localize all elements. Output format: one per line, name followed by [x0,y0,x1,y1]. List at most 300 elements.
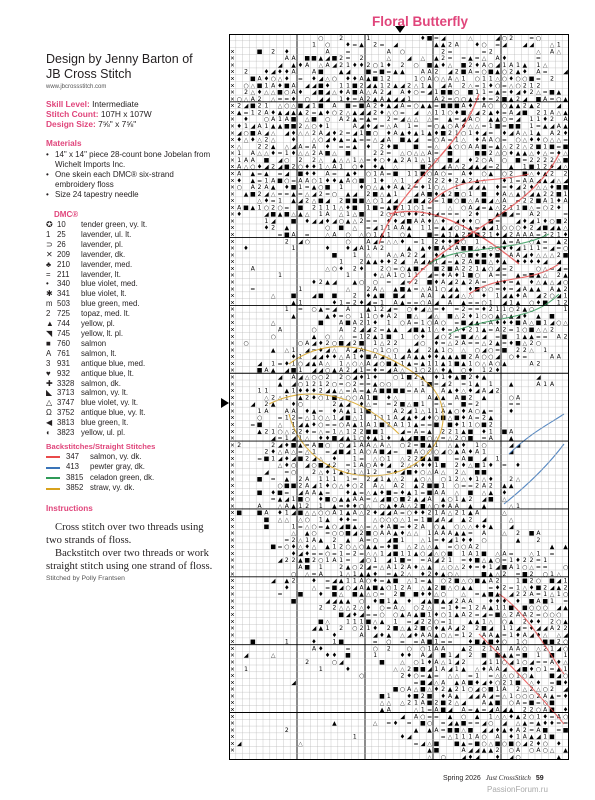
chart-stitch-symbol: 1 [393,190,398,198]
chart-stitch-symbol: ◢ [481,679,487,687]
chart-edge-marker: ✕ [230,632,235,639]
chart-edge-marker: ✕ [230,741,235,748]
chart-edge-marker: ✕ [230,313,235,320]
chart-stitch-symbol: ◢ [434,333,439,341]
chart-stitch-symbol: 2 [461,564,466,572]
chart-stitch-symbol: = [359,550,365,558]
chart-stitch-symbol: ■ [283,82,290,90]
chart-stitch-symbol: 1 [284,509,289,517]
dmc-number: 761 [57,348,71,358]
chart-stitch-symbol: = [535,699,541,707]
chart-stitch-symbol: ○ [562,645,569,653]
chart-stitch-symbol: 1 [441,482,446,490]
chart-stitch-symbol: A [549,285,555,293]
backstitch-row [46,483,216,494]
chart-stitch-symbol: = [549,150,555,158]
chart-stitch-symbol: ♦ [304,428,310,436]
chart-stitch-symbol: ◢ [270,435,276,443]
chart-stitch-symbol: ◢ [447,720,453,728]
chart-stitch-symbol: ▲ [495,211,500,219]
chart-edge-marker: ✕ [230,456,235,463]
chart-stitch-symbol: 2 [441,177,446,185]
chart-stitch-symbol: △ [481,489,487,497]
chart-stitch-symbol: 2 [550,618,554,626]
chart-stitch-symbol: 2 [550,170,554,178]
chart-stitch-symbol: ◢ [468,747,473,755]
chart-stitch-symbol: ▲ [400,184,405,192]
chart-stitch-symbol: A [461,679,466,687]
chart-stitch-symbol: 2 [359,428,364,436]
chart-edge-marker: ✕ [230,178,235,185]
chart-stitch-symbol: ■ [501,346,508,354]
chart-stitch-symbol: △ [338,333,344,341]
chart-stitch-symbol: = [508,550,514,558]
chart-stitch-symbol: 2 [468,652,473,660]
chart-stitch-symbol: △ [536,645,541,653]
chart-stitch-symbol: ■ [521,652,528,660]
chart-stitch-symbol: = [413,360,419,368]
chart-stitch-symbol: ○ [324,41,331,49]
chart-stitch-symbol: 2 [393,340,398,348]
chart-stitch-symbol: = [243,109,249,117]
chart-stitch-symbol: A [481,604,487,612]
chart-stitch-symbol: △ [311,136,317,144]
chart-stitch-symbol: ○ [460,251,467,259]
chart-stitch-symbol: ▲ [372,489,378,497]
chart-stitch-symbol: 1 [475,312,480,320]
chart-stitch-symbol: A [345,177,351,185]
designer-website[interactable]: www.jbcrossstitch.com [46,84,107,90]
chart-stitch-symbol: ■ [392,387,399,395]
chart-stitch-symbol: ♦ [481,428,487,436]
chart-stitch-symbol: ▲ [420,374,426,382]
chart-stitch-symbol: = [454,306,460,314]
chart-stitch-symbol: 2 [298,156,303,164]
chart-stitch-symbol: ■ [419,665,426,673]
chart-stitch-symbol: ▲ [366,584,371,592]
chart-stitch-symbol: △ [468,292,473,300]
chart-stitch-symbol: = [284,190,290,198]
chart-edge-marker: ✕ [230,483,235,490]
chart-stitch-symbol: = [413,285,419,293]
chart-stitch-symbol: ■ [481,251,487,259]
chart-stitch-symbol: 2 [400,407,405,415]
chart-stitch-symbol: A [502,686,507,694]
chart-stitch-symbol: ◢ [332,61,337,69]
chart-stitch-symbol: ♦ [447,177,453,185]
chart-stitch-symbol: ♦ [562,129,569,137]
chart-stitch-symbol: 2 [298,475,303,483]
chart-stitch-symbol: ◢ [291,679,296,687]
chart-stitch-symbol: ■ [331,591,338,599]
chart-stitch-symbol: ○ [433,523,440,531]
chart-stitch-symbol: A [379,441,385,449]
chart-stitch-symbol: ■ [413,665,419,673]
chart-stitch-symbol: 1 [352,577,357,585]
chart-stitch-symbol: ■ [508,604,515,612]
chart-stitch-symbol: ▲ [359,570,364,578]
chart-stitch-symbol: ○ [345,380,351,388]
chart-stitch-symbol: = [447,55,453,63]
chart-stitch-symbol: ■ [528,597,535,605]
chart-stitch-symbol: 1 [339,509,344,517]
chart-stitch-symbol: 2 [305,658,310,666]
color-key-row [46,220,216,230]
chart-stitch-symbol: A [386,272,391,280]
chart-stitch-symbol: 1 [400,421,405,429]
chart-stitch-symbol: △ [338,156,344,164]
chart-stitch-symbol: △ [304,116,310,124]
chart-stitch-symbol: A [352,387,357,395]
chart-stitch-symbol: △ [461,346,466,354]
chart-stitch-symbol: A [413,428,419,436]
color-name: topaz, med. lt. [81,309,130,319]
chart-stitch-symbol: △ [434,679,439,687]
chart-stitch-symbol: ■ [440,129,447,137]
chart-stitch-symbol: = [508,238,514,246]
chart-stitch-symbol: ♦ [426,462,433,470]
chart-stitch-symbol: ◢ [413,190,419,198]
chart-stitch-symbol: △ [372,523,378,531]
chart-stitch-symbol: = [454,319,460,327]
chart-stitch-symbol: 1 [543,109,548,117]
chart-stitch-symbol: ▲ [277,122,283,130]
chart-stitch-symbol: ○ [467,577,474,585]
chart-stitch-symbol: △ [420,584,426,592]
chart-stitch-symbol: 1 [536,61,541,69]
chart-stitch-symbol: ○ [420,475,426,483]
chart-stitch-symbol: ♦ [488,475,494,483]
chart-stitch-symbol: 1 [352,462,357,470]
chart-stitch-symbol: A [481,102,487,110]
chart-stitch-symbol: = [318,550,324,558]
chart-edge-marker: ✕ [230,164,235,171]
chart-stitch-symbol: A [339,407,344,415]
chart-stitch-symbol: ♦ [501,319,508,327]
chart-stitch-symbol: ■ [419,625,426,633]
chart-stitch-symbol: A [434,726,439,734]
dmc-number: 347 [66,451,80,461]
chart-stitch-symbol: 2 [359,482,364,490]
chart-stitch-symbol: = [515,570,521,578]
chart-stitch-symbol: 1 [482,462,486,470]
chart-stitch-symbol: △ [522,686,528,694]
chart-stitch-symbol: ○ [542,747,548,755]
dmc-number: 210 [57,259,71,269]
chart-stitch-symbol: ♦ [426,591,433,599]
chart-stitch-symbol: A [549,48,555,56]
chart-stitch-symbol: ▲ [468,584,473,592]
chart-stitch-symbol: ▲ [515,299,521,307]
chart-stitch-symbol: ◢ [325,197,330,205]
chart-stitch-symbol: ■ [331,394,338,402]
chart-stitch-symbol: ♦ [426,353,433,361]
chart-stitch-symbol: 1 [380,414,384,422]
chart-edge-marker: ✕ [230,734,235,741]
chart-stitch-symbol: 1 [414,367,418,375]
key-symbol: ◀ [46,418,52,428]
chart-stitch-symbol: A [441,645,446,653]
chart-stitch-symbol: ○ [284,543,290,551]
chart-stitch-symbol: ○ [318,414,324,422]
chart-stitch-symbol: ○ [365,462,372,470]
chart-stitch-symbol: ■ [392,143,399,151]
chart-stitch-symbol: = [447,136,453,144]
chart-stitch-symbol: A [339,367,344,375]
chart-stitch-symbol: 2 [495,387,500,395]
color-name: yellow, ul. pl. [81,428,126,438]
chart-stitch-symbol: 1 [407,95,412,103]
chart-stitch-symbol: = [474,414,480,422]
chart-stitch-symbol: ○ [413,672,419,680]
chart-stitch-symbol: A [509,428,514,436]
chart-stitch-symbol: A [515,251,521,259]
chart-stitch-symbol: A [400,224,405,232]
chart-stitch-symbol: ◢ [515,441,521,449]
chart-stitch-symbol: △ [515,720,521,728]
chart-stitch-symbol: ♦ [467,536,474,544]
chart-stitch-symbol: = [311,570,317,578]
chart-stitch-symbol: 1 [461,421,466,429]
dmc-number: 745 [57,328,71,338]
chart-stitch-symbol: ◢ [291,509,296,517]
chart-stitch-symbol: = [345,129,351,137]
chart-stitch-symbol: ♦ [494,184,501,192]
chart-stitch-symbol: ○ [454,197,460,205]
chart-stitch-symbol: = [549,95,555,103]
chart-stitch-symbol: △ [495,197,500,205]
chart-stitch-symbol: A [522,292,527,300]
chart-stitch-symbol: ♦ [386,61,392,69]
chart-stitch-symbol: = [501,184,507,192]
chart-stitch-symbol: △ [495,672,500,680]
chart-stitch-symbol: ◢ [468,333,473,341]
fact-skill: Skill Level: Intermediate [46,99,139,109]
chart-stitch-symbol: ■ [379,421,385,429]
chart-stitch-symbol: 1 [454,536,459,544]
chart-stitch-symbol: ■ [447,102,453,110]
chart-stitch-symbol: A [359,448,364,456]
chart-edge-marker: ✕ [230,666,235,673]
chart-stitch-symbol: A [264,407,269,415]
chart-stitch-symbol: = [447,258,453,266]
chart-stitch-symbol: ♦ [433,190,440,198]
chart-stitch-symbol: ○ [324,441,331,449]
chart-stitch-symbol: ■ [562,251,569,259]
chart-stitch-symbol: ▲ [488,747,494,755]
chart-stitch-symbol: = [345,55,351,63]
chart-stitch-symbol: A [250,156,255,164]
chart-stitch-symbol: 2 [271,441,276,449]
chart-stitch-symbol: ♦ [386,217,392,225]
chart-stitch-symbol: 1 [318,177,323,185]
chart-stitch-symbol: △ [304,435,310,443]
chart-stitch-symbol: 1 [346,618,350,626]
chart-stitch-symbol: A [305,475,310,483]
chart-stitch-symbol: ▲ [291,61,296,69]
color-name: blue green, lt. [81,418,129,428]
chart-stitch-symbol: ♦ [508,150,514,158]
chart-stitch-symbol: ○ [379,360,385,368]
chart-stitch-symbol: = [420,428,426,436]
chart-stitch-symbol: ◢ [311,190,317,198]
chart-stitch-symbol: ◢ [556,292,562,300]
chart-stitch-symbol: ■ [535,319,542,327]
chart-stitch-symbol: = [522,272,528,280]
chart-stitch-symbol: ▲ [440,496,446,504]
chart-stitch-symbol: ■ [331,435,338,443]
chart-stitch-symbol: A [250,150,255,158]
chart-stitch-symbol: 1 [339,82,344,90]
chart-stitch-symbol: = [515,652,521,660]
chart-edge-marker: ✕ [230,436,235,443]
chart-stitch-symbol: ◢ [420,414,426,422]
chart-stitch-symbol: 1 [488,75,493,83]
chart-stitch-symbol: ■ [413,197,419,205]
chart-stitch-symbol: △ [277,462,283,470]
chart-stitch-symbol: ■ [345,523,351,531]
chart-edge-marker: ✕ [230,748,235,755]
chart-stitch-symbol: △ [291,102,296,110]
chart-stitch-symbol: = [433,197,439,205]
chart-stitch-symbol: 1 [332,414,337,422]
chart-stitch-symbol: 1 [312,448,316,456]
chart-stitch-symbol: 2 [366,509,371,517]
chart-stitch-symbol: △ [508,502,514,510]
chart-stitch-symbol: ♦ [358,374,365,382]
chart-stitch-symbol: 1 [516,638,520,646]
chart-stitch-symbol: ○ [318,557,324,565]
chart-stitch-symbol: △ [304,211,310,219]
chart-stitch-symbol: 1 [400,374,405,382]
chart-stitch-symbol: ■ [508,740,515,748]
chart-stitch-symbol: A [407,686,412,694]
chart-stitch-symbol: 1 [509,177,514,185]
chart-stitch-symbol: ▲ [427,258,432,266]
chart-stitch-symbol: 1 [468,380,473,388]
chart-stitch-symbol: 1 [502,604,507,612]
chart-stitch-symbol: ♦ [508,184,514,192]
chart-edge-marker: ✕ [230,157,235,164]
chart-stitch-symbol: ♦ [386,156,392,164]
chart-stitch-symbol: ○ [318,34,324,42]
chart-stitch-symbol: ♦ [365,604,372,612]
chart-stitch-symbol: ◢ [502,720,507,728]
chart-stitch-symbol: ○ [331,530,338,538]
chart-stitch-symbol: ■ [447,421,453,429]
chart-stitch-symbol: △ [481,360,487,368]
chart-stitch-symbol: ♦ [345,75,351,83]
chart-stitch-symbol: 1 [509,625,514,633]
chart-stitch-symbol: A [291,55,296,63]
chart-stitch-symbol: △ [406,530,412,538]
chart-stitch-symbol: ■ [365,353,372,361]
chart-stitch-symbol: 1 [448,360,452,368]
chart-stitch-symbol: ◢ [386,197,392,205]
chart-stitch-symbol: = [359,136,365,144]
chart-stitch-symbol: ◢ [461,753,466,760]
chart-edge-marker: ✕ [230,537,235,544]
chart-stitch-symbol: 2 [332,604,337,612]
key-symbol: ✪ [46,220,53,229]
chart-stitch-symbol: ◢ [481,516,487,524]
chart-stitch-symbol: ♦ [501,285,508,293]
chart-stitch-symbol: ♦ [440,238,446,246]
chart-edge-marker: ✕ [230,327,235,334]
chart-stitch-symbol: ◢ [413,618,419,626]
chart-stitch-symbol: 2 [448,41,452,49]
chart-stitch-symbol: 2 [563,238,568,246]
chart-stitch-symbol: = [284,204,290,212]
chart-stitch-symbol: ◢ [420,306,426,314]
chart-stitch-symbol: △ [529,346,534,354]
chart-stitch-symbol: = [257,455,263,463]
chart-stitch-symbol: 1 [373,557,378,565]
chart-stitch-symbol: △ [454,163,460,171]
chart-stitch-symbol: A [447,272,453,280]
chart-stitch-symbol: △ [461,136,466,144]
chart-stitch-symbol: 1 [468,190,473,198]
chart-stitch-symbol: ▲ [461,496,466,504]
chart-stitch-symbol: 2 [366,61,371,69]
chart-stitch-symbol: ▲ [488,204,494,212]
chart-stitch-symbol: = [495,217,501,225]
chart-stitch-symbol: 2 [427,163,432,171]
chart-stitch-symbol: ▲ [502,258,507,266]
chart-stitch-symbol: ◢ [400,279,405,287]
chart-stitch-symbol: 2 [536,360,541,368]
chart-stitch-symbol: ▲ [298,109,303,117]
chart-stitch-symbol: △ [468,109,473,117]
chart-stitch-symbol: △ [502,611,507,619]
chart-stitch-symbol: △ [454,570,460,578]
chart-stitch-symbol: 2 [441,48,446,56]
chart-edge-marker: ✕ [230,463,235,470]
chart-stitch-symbol: ♦ [256,163,263,171]
chart-stitch-symbol: ♦ [358,401,365,409]
chart-stitch-symbol: A [454,326,459,334]
chart-edge-marker: ✕ [230,727,235,734]
chart-stitch-symbol: 1 [318,502,323,510]
chart-stitch-symbol: △ [400,631,405,639]
chart-stitch-symbol: ▲ [468,224,473,232]
chart-stitch-symbol: 2 [550,326,554,334]
chart-stitch-symbol: = [325,428,331,436]
chart-stitch-symbol: = [365,224,371,232]
chart-stitch-symbol: ◢ [488,692,494,700]
chart-stitch-symbol: ■ [358,177,365,185]
chart-stitch-symbol: ▲ [440,353,446,361]
chart-stitch-symbol: 2 [475,156,480,164]
chart-edge-marker: ✕ [230,442,235,449]
chart-stitch-symbol: ○ [488,245,494,253]
chart-stitch-symbol: 1 [373,170,378,178]
chart-stitch-symbol: 1 [339,184,344,192]
chart-stitch-symbol: A [413,387,419,395]
chart-stitch-symbol: ■ [263,523,270,531]
chart-stitch-symbol: ♦ [338,516,344,524]
chart-stitch-symbol: ♦ [372,163,378,171]
chart-stitch-symbol: ◢ [345,448,351,456]
chart-stitch-symbol: ◢ [413,136,419,144]
chart-stitch-symbol: A [359,496,364,504]
chart-stitch-symbol: 1 [475,441,480,449]
chart-stitch-symbol: 1 [298,299,303,307]
dmc-number: 725 [57,309,71,319]
chart-stitch-symbol: ◢ [352,530,358,538]
chart-stitch-symbol: ■ [413,265,419,273]
chart-stitch-symbol: A [332,231,337,239]
